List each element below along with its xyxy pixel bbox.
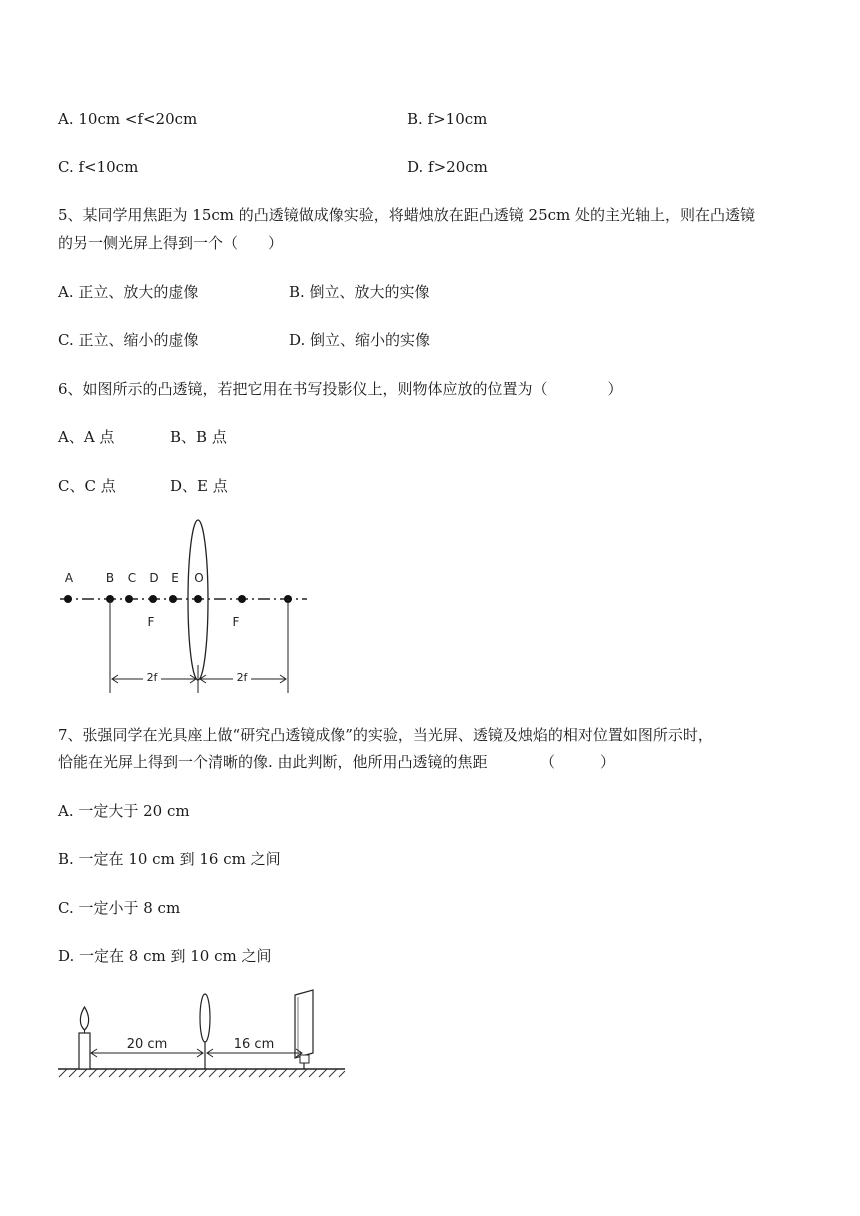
q5-stem-line2: 的另一侧光屏上得到一个（ ） (58, 234, 284, 252)
q7-option-d: D. 一定在 8 cm 到 10 cm 之间 (58, 947, 272, 965)
label-a: A (64, 571, 74, 585)
q5-option-c: C. 正立、缩小的虚像 (58, 331, 199, 349)
label-2f-right: 2f (236, 671, 248, 684)
q7-stem-line1: 7、张强同学在光具座上做“研究凸透镜成像”的实验，当光屏、透镜及烛焰的相对位置如图所示时， (58, 726, 713, 744)
point-a (64, 595, 72, 603)
q4-option-a: A. 10cm <f<20cm (58, 110, 198, 128)
q4-option-d: D. f>20cm (407, 158, 488, 176)
point-o (194, 595, 202, 603)
q6-stem: 6、如图所示的凸透镜，若把它用在书写投影仪上，则物体应放的位置为（ ） (58, 380, 623, 398)
label-2f-left: 2f (146, 671, 158, 684)
point-d (149, 595, 157, 603)
q6-option-b: B、B 点 (170, 428, 227, 446)
point-f-right (238, 595, 246, 603)
q6-lens-diagram (55, 515, 325, 700)
point-e (169, 595, 177, 603)
candle (79, 1033, 90, 1069)
q6-option-d: D、E 点 (170, 477, 228, 495)
label-c: C (127, 571, 137, 585)
q4-option-b: B. f>10cm (407, 110, 488, 128)
ground-hatch (59, 1069, 345, 1077)
q5-stem-line1: 5、某同学用焦距为 15cm 的凸透镜做成像实验，将蜡烛放在距凸透镜 25cm 处的主光轴上，则在凸透镜 (58, 206, 756, 224)
label-o: O (194, 571, 204, 585)
q7-option-c: C. 一定小于 8 cm (58, 899, 181, 917)
q5-option-b: B. 倒立、放大的实像 (289, 283, 430, 301)
label-f-left: F (147, 615, 155, 629)
label-20cm: 20 cm (126, 1037, 168, 1052)
q7-optical-bench-diagram (55, 985, 350, 1085)
point-c (125, 595, 133, 603)
bench-lens (200, 994, 210, 1042)
q4-option-c: C. f<10cm (58, 158, 139, 176)
q7-option-a: A. 一定大于 20 cm (58, 802, 190, 820)
label-b: B (105, 571, 115, 585)
label-e: E (171, 571, 179, 585)
q7-stem-line2: 恰能在光屏上得到一个清晰的像. 由此判断，他所用凸透镜的焦距 （ ） (58, 753, 616, 771)
q6-option-c: C、C 点 (58, 477, 116, 495)
q5-option-d: D. 倒立、缩小的实像 (289, 331, 431, 349)
q5-option-a: A. 正立、放大的虚像 (58, 283, 199, 301)
candle-flame (80, 1007, 88, 1030)
label-f-right: F (232, 615, 240, 629)
label-16cm: 16 cm (233, 1037, 275, 1052)
label-d: D (149, 571, 159, 585)
q6-option-a: A、A 点 (58, 428, 115, 446)
q7-option-b: B. 一定在 10 cm 到 16 cm 之间 (58, 850, 281, 868)
